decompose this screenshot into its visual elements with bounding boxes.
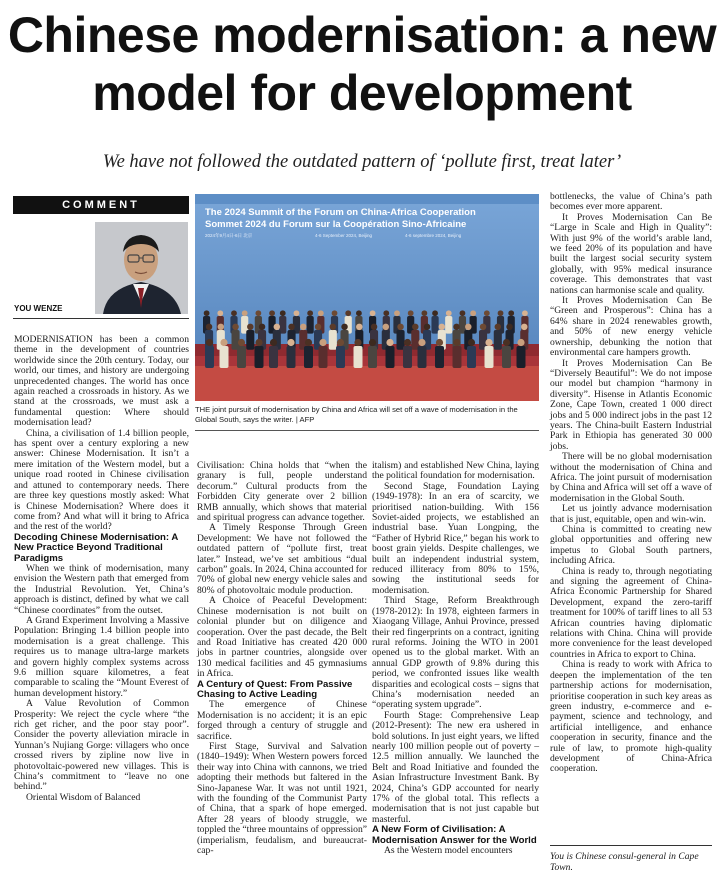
paragraph: China is ready to, through negotiating and signing the agreement of China-Africa Economic Partnership for Shared Development, expand the zero-tariff treatment for 100% of tariff lines to all 53 African countries having diplomatic relations with China. China will provide more convenience for the least developed countries in Africa to export to China. xyxy=(550,565,712,660)
delegate-head xyxy=(503,339,510,346)
delegate-head xyxy=(460,310,466,316)
delegate-head xyxy=(238,339,245,346)
delegate-head xyxy=(305,339,312,346)
delegate-head xyxy=(421,310,427,316)
delegate-head xyxy=(287,339,294,346)
delegate-head xyxy=(354,339,361,346)
delegate-head xyxy=(383,310,389,316)
delegate-figure xyxy=(220,346,229,368)
delegate-figure xyxy=(304,346,313,368)
delegate-head xyxy=(369,339,376,346)
delegate-head xyxy=(288,324,294,330)
delegate-head xyxy=(394,310,400,316)
paragraph: A Value Revolution of Common Prosperity: We reject the cycle where “the rich get richer, and the poor stay poor”. Consider the poverty alleviation miracle in Yunnan’s Nujiang Gorge: villagers who once crossed rivers by zipline now live in photovoltaic-powered new villages. This is China’s commitment to “leave no one behind.” xyxy=(14,698,189,793)
delegate-head xyxy=(341,324,347,330)
paragraph: There will be no global modernisation without the modernisation of China and Africa. The joint pursuit of modernisation by China and Africa will set off a wave of modernisation in the Global South. xyxy=(550,451,712,504)
delegate-head xyxy=(521,324,527,330)
delegate-head xyxy=(470,310,476,316)
delegate-head xyxy=(332,310,338,316)
delegate-head xyxy=(330,324,336,330)
paragraph: China is committed to creating new global opportunities and offering new impetus to Global South partners, including Africa. xyxy=(550,524,712,567)
delegate-head xyxy=(397,324,403,330)
paragraph: Oriental Wisdom of Balanced xyxy=(26,791,141,803)
delegate-figure xyxy=(354,346,363,368)
delegate-figure xyxy=(494,330,502,350)
delegate-head xyxy=(506,324,512,330)
article-column-3 xyxy=(372,461,539,856)
paragraph: italism) and established New China, laying the political foundation for modernisation. xyxy=(372,460,539,482)
delegate-head xyxy=(206,324,212,330)
delegate-head xyxy=(508,310,514,316)
delegate-head xyxy=(270,339,277,346)
delegate-head xyxy=(356,310,362,316)
delegate-head xyxy=(232,324,238,330)
byline: YOU WENZE xyxy=(14,304,63,313)
paragraph: Civilisation: China holds that “when the granary is full, people understand decorum.” Cultural products from the Forbidden City generate over 2 billion RMB annually, which shows that material and spiritual progress can advance together. xyxy=(197,460,367,524)
article-column-4 xyxy=(550,192,712,775)
delegate-figure xyxy=(502,346,511,368)
subheading: A Century of Quest: From Passive Chasing to Active Leading xyxy=(197,678,353,700)
paragraph: First Stage, Survival and Salvation (1840–1949): When Western powers forced their way into China with cannons, we tried adopting their methods but faltered in the Sino-Japanese War. It was not until 1921, with the founding of the Communist Party of China, that a spark of hope emerged. After 28 years of bloody struggle, we toppled the “three mountains of oppression” (imperialism, feudalism, and bureaucrat-cap- xyxy=(197,740,367,857)
delegate-head xyxy=(280,310,286,316)
author-footnote: You is Chinese consul-general in Cape Town. xyxy=(550,851,699,873)
delegate-figure xyxy=(445,316,452,334)
author-portrait xyxy=(95,222,188,314)
headline-line-2: model for development xyxy=(92,65,632,121)
delegate-head xyxy=(307,310,313,316)
delegate-head xyxy=(318,310,324,316)
delegate-head xyxy=(404,339,411,346)
caption-divider xyxy=(195,430,539,431)
standfirst: We have not followed the outdated pattern of ‘pollute first, treat later’ xyxy=(102,152,622,172)
paragraph: A Choice of Peaceful Development: Chinese modernisation is not built on colonial plunder but on diligence and cooperation. Over the past decade, the Belt and Road Initiative has created 420 000 jobs in partner countries, alongside over 130 medical facilities and 45 gymnasiums in Africa. xyxy=(197,595,367,680)
paragraph: It Proves Modernisation Can Be “Green and Prosperous”: China has a 64% share in 2024 renewables growth, and 50% of new energy vehicle ownership, debunking the notion that environmental care hampers growth. xyxy=(550,295,712,359)
headline xyxy=(0,6,724,122)
paragraph: China is ready to work with Africa to deepen the implementation of the ten partnership actions for modernisation, prioritise cooperation in such key areas as green industry, e-commerce and e-payment, science and technology, and artificial intelligence, and enhance cooperation in security, finance and the rule of law, to promote high-quality development of China-Africa cooperation. xyxy=(550,659,712,775)
delegate-head xyxy=(495,324,501,330)
subheading: A New Form of Civilisation: A Modernisation Answer for the World xyxy=(372,824,537,846)
delegate-figure xyxy=(307,316,314,334)
banner-date-en: 4-6 September 2024, Beijing xyxy=(315,233,373,238)
delegate-head xyxy=(371,324,377,330)
delegate-figure xyxy=(287,346,296,368)
delegate-head xyxy=(424,324,430,330)
article-column-1 xyxy=(14,335,189,803)
delegate-head xyxy=(468,339,475,346)
delegate-head xyxy=(337,339,344,346)
delegate-figure xyxy=(336,346,345,368)
delegate-head xyxy=(439,324,445,330)
delegate-head xyxy=(446,310,452,316)
subheading: Decoding Chinese Modernisation: A New Practice Beyond Traditional Paradigms xyxy=(14,531,178,564)
delegate-figure xyxy=(403,346,412,368)
delegate-figure xyxy=(435,346,444,368)
paragraph: Second Stage, Foundation Laying (1949-1978): In an era of scarcity, we prioritised nation-building. With 156 Soviet-aided projects, we established an industrial base. Yuan Longping, the “Father of Hybrid Rice,” began his work to boost grain yields. Despite challenges, we built an independent industrial system, reduced illiteracy from 80% to 15%, sowing the institutional seeds for modernisation. xyxy=(372,480,539,596)
delegate-head xyxy=(315,324,321,330)
delegate-figure xyxy=(246,330,254,350)
delegate-figure xyxy=(453,346,462,368)
paragraph: China, a civilisation of 1.4 billion people, has spent over a century exploring a new answer: Chinese Modernisation. It isn’t a mere imitation of the Western model, but a unique road rooted in Chinese civilisation and attuned to contemporary needs. There are three key questions mostly asked: What is Chinese Modernisation? Where does it come from? And what will it bring to Africa and the rest of the world? xyxy=(14,427,189,533)
delegate-head xyxy=(319,339,326,346)
delegate-figure xyxy=(368,346,377,368)
delegate-head xyxy=(255,310,261,316)
delegate-head xyxy=(453,324,459,330)
delegate-head xyxy=(300,324,306,330)
delegate-figure xyxy=(467,346,476,368)
delegate-head xyxy=(484,310,490,316)
author-portrait-image xyxy=(95,222,188,314)
delegate-head xyxy=(269,310,275,316)
section-label: COMMENT xyxy=(13,196,189,214)
summit-photo-image xyxy=(195,194,539,401)
delegate-head xyxy=(294,310,300,316)
delegate-figure xyxy=(205,346,214,368)
delegate-head xyxy=(206,339,213,346)
paragraph: A Timely Response Through Green Development: We have not followed the outdated pattern of “pollute first, treat later.” Instead, we’ve set ambitious “dual carbon” goals. In 2024, China accounted for 70% of global new energy vehicle sales and 80% of photovoltaic module production. xyxy=(197,522,367,596)
delegate-head xyxy=(465,324,471,330)
banner-date-fr: 4-6 septembre 2024, Beijing xyxy=(405,233,462,238)
delegate-head xyxy=(480,324,486,330)
paragraph: A Grand Experiment Involving a Massive Population: Bringing 1.4 billion people into modernisation is a great challenge. This requires us to manage ultra-large markets and govern highly complex systems across 9.6 million square kilometres, a feat comparable to scaling the “Mount Everest of human development history.” xyxy=(14,614,189,699)
article-column-2 xyxy=(197,461,367,856)
delegate-head xyxy=(242,310,248,316)
delegate-head xyxy=(408,310,414,316)
delegate-head xyxy=(259,324,265,330)
paragraph: It Proves Modernisation Can Be “Large in Scale and High in Quality”: With just 9% of the world’s arable land, we feed 20% of its population and have built the largest social security system globally, with 95% medical insurance coverage. This demonstrates that vast nations can harmonise scale and quality. xyxy=(550,211,712,296)
headline-line-1: Chinese modernisation: a new xyxy=(7,7,717,63)
delegate-head xyxy=(204,310,210,316)
delegate-figure xyxy=(485,346,494,368)
delegate-head xyxy=(220,339,227,346)
delegate-figure xyxy=(255,346,264,368)
banner-title-fr: Sommet 2024 du Forum sur la Coopération Sino-Africaine xyxy=(205,219,467,230)
delegate-figure xyxy=(269,346,278,368)
paragraph: Fourth Stage: Comprehensive Leap (2012-Present): The new era ushered in bold solutions. In just eight years, we lifted nearly 100 million people out of poverty – 12.5 million annually. We launched the Belt and Road Initiative and founded the Asian Infrastructure Investment Bank. By 2024, China’s GDP accounted for nearly 17% of the global total. This reflects a modernisation that is not just capable but masterful. xyxy=(372,709,539,825)
delegate-figure xyxy=(237,346,246,368)
delegate-head xyxy=(522,310,528,316)
summit-photo xyxy=(195,194,539,401)
delegate-head xyxy=(255,339,262,346)
paragraph: The emergence of Chinese Modernisation is no accident; it is an epic forged through a century of struggle and sacrifice. xyxy=(197,699,367,742)
photo-caption: THE joint pursuit of modernisation by China and Africa will set off a wave of modernisation in the Global South, says the writer. | AFP xyxy=(195,405,518,424)
delegate-head xyxy=(432,310,438,316)
delegate-figure xyxy=(329,330,337,350)
delegate-figure xyxy=(431,316,438,334)
delegate-head xyxy=(498,310,504,316)
delegate-head xyxy=(418,339,425,346)
delegate-head xyxy=(345,310,351,316)
paragraph: Third Stage, Reform Breakthrough (1978-2012): In 1978, eighteen farmers in Xiaogang Village, Anhui Province, pressed their red fingerprints on a contract, igniting rural reforms. Joining the WTO in 2001 opened us to the global market. With an annual GDP growth of 9.8% during this period, we confronted issues like wealth disparities and ecological costs – signs that China’s modernisation needed an “operating system upgrade”. xyxy=(372,595,539,711)
delegate-head xyxy=(412,324,418,330)
byline-divider xyxy=(13,318,189,319)
delegate-head xyxy=(274,324,280,330)
paragraph: MODERNISATION has been a common theme in the development of countries worldwide since the 20th century. Today, our world, our times, and history are undergoing unprecedented changes. The world has once again reached a crossroads in history. As we stand at the crossroads, we must ask a fundamental question: Where should modernisation lead? xyxy=(14,334,189,429)
delegate-head xyxy=(386,339,393,346)
footnote-divider xyxy=(550,845,712,846)
delegate-head xyxy=(217,310,223,316)
delegate-figure xyxy=(319,346,328,368)
delegate-head xyxy=(370,310,376,316)
paragraph: bottlenecks, the value of China’s path becomes ever more apparent. xyxy=(550,191,712,213)
delegate-head xyxy=(383,324,389,330)
delegate-head xyxy=(218,324,224,330)
banner-title-en: The 2024 Summit of the Forum on China-Africa Cooperation xyxy=(205,207,476,218)
delegate-figure xyxy=(517,346,526,368)
delegate-head xyxy=(453,339,460,346)
paragraph: Let us jointly advance modernisation that is just, equitable, open and win-win. xyxy=(550,503,712,525)
paragraph: It Proves Modernisation Can Be “Diversely Beautiful”: We do not impose our model but champion “harmony in diversity”. Hisense in Atlantis Economic Zone, Cape Town, created 1 000 direct jobs and 5 000 indirect jobs in the past 12 years. The China-built Eastern Industrial Park in Ethiopia has generated 30 000 jobs. xyxy=(550,357,712,452)
delegate-figure xyxy=(418,346,427,368)
delegate-head xyxy=(436,339,443,346)
delegate-head xyxy=(485,339,492,346)
banner-date-zh: 2024年9月4日-6日 北京 xyxy=(205,233,253,238)
delegate-head xyxy=(356,324,362,330)
paragraph: As the Western model encounters xyxy=(384,845,513,857)
paragraph: When we think of modernisation, many envision the Western path that emerged from the Industrial Revolution. Yet, China’s approach is distinct, defined by what we call “Chinese coordinates” from the outset. xyxy=(14,562,189,616)
delegate-figure xyxy=(386,346,395,368)
delegate-head xyxy=(231,310,237,316)
delegate-head xyxy=(517,339,524,346)
delegate-head xyxy=(247,324,253,330)
